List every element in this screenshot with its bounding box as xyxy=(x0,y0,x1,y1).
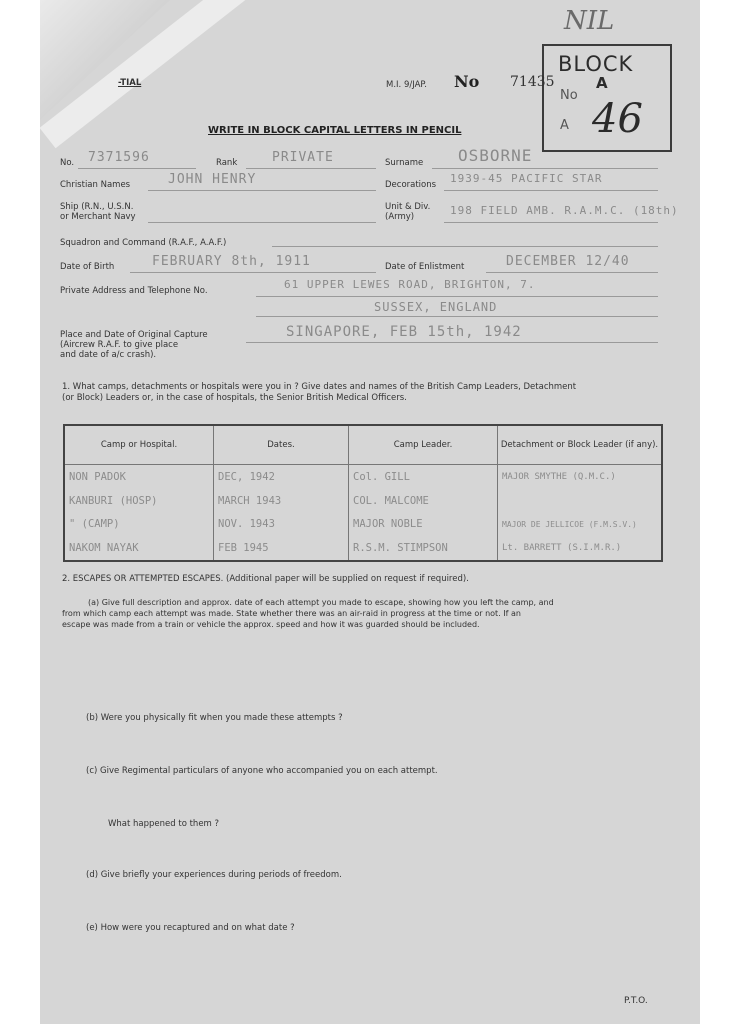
table-row xyxy=(64,465,662,489)
form-title: WRITE IN BLOCK CAPITAL LETTERS IN PENCIL xyxy=(208,125,462,136)
surname-label: Surname xyxy=(385,158,424,168)
cell-dates: NOV. 1943 xyxy=(214,512,349,536)
question2-heading: 2. ESCAPES OR ATTEMPTED ESCAPES. (Additional paper will be supplied on request if required). xyxy=(62,574,469,584)
nil-annotation: NIL xyxy=(564,6,615,36)
cell-camp-leader: COL. MALCOME xyxy=(349,489,498,513)
unit-label-line2: (Army) xyxy=(385,212,415,222)
cell-camp-leader: R.S.M. STIMPSON xyxy=(349,536,498,561)
date-of-birth-value: FEBRUARY 8th, 1911 xyxy=(152,254,311,269)
date-of-birth-label: Date of Birth xyxy=(60,262,115,272)
question1-line1: 1. What camps, detachments or hospitals were you in ? Give dates and names of the British Camp Leaders, Detachment xyxy=(62,382,577,392)
question1-line2: (or Block) Leaders or, in the case of hospitals, the Senior British Medical Officers. xyxy=(62,393,407,403)
rank-value: PRIVATE xyxy=(272,150,334,165)
cell-camp: " (CAMP) xyxy=(64,512,214,536)
camps-table-header-row xyxy=(64,425,662,465)
stamp-block-number: 46 xyxy=(592,96,643,142)
cell-detachment-leader: MAJOR SMYTHE (Q.M.C.) xyxy=(498,465,663,489)
decorations-label: Decorations xyxy=(385,180,437,190)
cell-camp: KANBURI (HOSP) xyxy=(64,489,214,513)
number-label: No xyxy=(454,72,480,91)
address-line1: 61 UPPER LEWES ROAD, BRIGHTON, 7. xyxy=(284,278,536,291)
cell-camp-leader: MAJOR NOBLE xyxy=(349,512,498,536)
question2a-line2: from which camp each attempt was made. State whether there was an air-raid in progress at the time or not. If an xyxy=(62,609,521,618)
table-row xyxy=(64,512,662,536)
col-header-camp: Camp or Hospital. xyxy=(64,425,214,465)
ship-label-line2: or Merchant Navy xyxy=(60,212,136,222)
block-stamp xyxy=(542,44,672,152)
please-turn-over: P.T.O. xyxy=(624,996,648,1006)
unit-value: 198 FIELD AMB. R.A.M.C. (18th) xyxy=(450,204,679,217)
christian-names-value: JOHN HENRY xyxy=(168,172,257,187)
address-line2: SUSSEX, ENGLAND xyxy=(374,300,498,314)
question2b: (b) Were you physically fit when you made these attempts ? xyxy=(86,713,343,723)
cell-dates: FEB 1945 xyxy=(214,536,349,561)
cell-camp: NON PADOK xyxy=(64,465,214,489)
stamp-a-label: A xyxy=(560,118,569,133)
question2a-line1: (a) Give full description and approx. date of each attempt you made to escape, showing how you left the camp, and xyxy=(88,598,554,607)
enlistment-label: Date of Enlistment xyxy=(385,262,465,272)
form-reference: M.I. 9/JAP. xyxy=(386,80,427,90)
question2c-followup: What happened to them ? xyxy=(108,819,220,829)
capture-label-line1: Place and Date of Original Capture xyxy=(60,330,208,340)
squadron-label: Squadron and Command (R.A.F., A.A.F.) xyxy=(60,238,227,248)
no-value: 7371596 xyxy=(88,150,150,165)
cell-dates: MARCH 1943 xyxy=(214,489,349,513)
question2c: (c) Give Regimental particulars of anyone who accompanied you on each attempt. xyxy=(86,766,438,776)
rank-label: Rank xyxy=(216,158,238,168)
ship-label-line1: Ship (R.N., U.S.N. xyxy=(60,202,134,212)
question2e: (e) How were you recaptured and on what date ? xyxy=(86,923,295,933)
col-header-detachment-leader: Detachment or Block Leader (if any). xyxy=(498,425,663,465)
camps-table xyxy=(63,424,663,562)
form-sheet xyxy=(40,0,700,1024)
cell-detachment-leader: Lt. BARRETT (S.I.M.R.) xyxy=(498,536,663,561)
no-label: No. xyxy=(60,158,75,168)
capture-label-line3: and date of a/c crash). xyxy=(60,350,157,360)
cell-detachment-leader xyxy=(498,489,663,513)
unit-label-line1: Unit & Div. xyxy=(385,202,431,212)
stamp-no-label: No xyxy=(560,88,578,103)
cell-detachment-leader: MAJOR DE JELLICOE (F.M.S.V.) xyxy=(498,512,663,536)
confidential-marking: -TIAL xyxy=(118,78,142,88)
capture-label-line2: (Aircrew R.A.F. to give place xyxy=(60,340,179,350)
form-number: 71435 xyxy=(510,74,555,90)
cell-camp: NAKOM NAYAK xyxy=(64,536,214,561)
surname-value: OSBORNE xyxy=(458,146,533,165)
christian-names-label: Christian Names xyxy=(60,180,131,190)
decorations-value: 1939-45 PACIFIC STAR xyxy=(450,172,603,185)
cell-camp-leader: Col. GILL xyxy=(349,465,498,489)
col-header-dates: Dates. xyxy=(214,425,349,465)
enlistment-value: DECEMBER 12/40 xyxy=(506,254,630,269)
table-row xyxy=(64,489,662,513)
table-row xyxy=(64,536,662,561)
question2d: (d) Give briefly your experiences during periods of freedom. xyxy=(86,870,342,880)
stamp-block-letter: A xyxy=(596,74,608,92)
cell-dates: DEC, 1942 xyxy=(214,465,349,489)
stamp-block-text: BLOCK xyxy=(558,52,634,76)
address-label: Private Address and Telephone No. xyxy=(60,286,208,296)
col-header-camp-leader: Camp Leader. xyxy=(349,425,498,465)
question2a-line3: escape was made from a train or vehicle the approx. speed and how it was guarded should be included. xyxy=(62,620,480,629)
capture-value: SINGAPORE, FEB 15th, 1942 xyxy=(286,324,522,340)
